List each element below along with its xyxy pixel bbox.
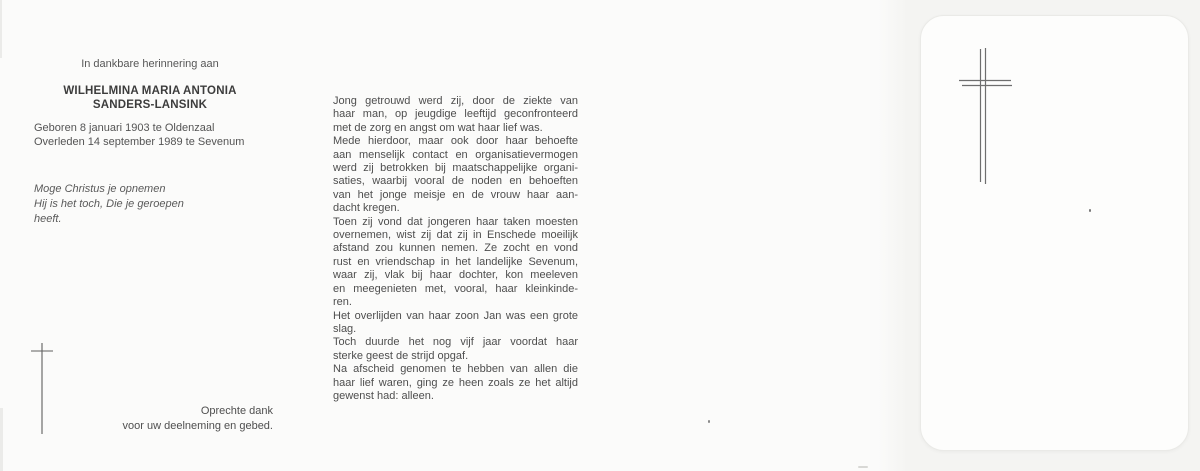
- deceased-name-line2: SANDERS-LANSINK: [92, 99, 208, 111]
- text-line: haar man, op jeugdige leeftijd geconfronteerd: [333, 108, 578, 121]
- text-line: dacht kregen.: [333, 202, 400, 215]
- text-line: haar lief waren, ging ze heen zoals ze het altijd: [333, 376, 578, 389]
- biography-paragraph: [333, 310, 578, 337]
- text-line: gewenst had: alleen.: [333, 389, 434, 402]
- scan-speck: [708, 420, 710, 423]
- thanks-block: [30, 404, 273, 433]
- text-line: afstand zou kunnen nemen. Ze zocht en vond: [333, 242, 578, 255]
- text-line: Mede hierdoor, maar ook door haar behoefte: [333, 135, 578, 148]
- text-line: Het overlijden van haar zoon Jan was een grote: [333, 309, 578, 322]
- double-latin-cross-icon: [953, 43, 1017, 188]
- text-line: werd zij betrokken bij maatschappelijke organi-: [333, 162, 578, 175]
- death-line: Overleden 14 september 1989 te Sevenum: [34, 135, 245, 148]
- text-line: rust en vriendschap in het landelijke Sevenum,: [333, 255, 578, 268]
- text-line: en meegenieten met, vooral, haar kleinkinde-: [333, 282, 578, 295]
- text-line: waar zij, vlak bij haar dochter, kon meeleven: [333, 269, 578, 282]
- deceased-name-line1: WILHELMINA MARIA ANTONIA: [63, 85, 237, 97]
- text-line: slag.: [333, 322, 357, 335]
- text-line: van het jonge meisje en de vrouw haar aan-: [333, 188, 578, 201]
- scan-edge-artifact: [0, 0, 2, 58]
- scan-speck: [1089, 209, 1091, 212]
- text-line: Hij is het toch, Die je geroepen: [34, 197, 184, 210]
- text-line: heeft.: [34, 212, 62, 225]
- biography-paragraph: [333, 95, 578, 135]
- deceased-name: [18, 84, 282, 112]
- text-line: sterke geest de strijd opgaf.: [333, 349, 469, 362]
- scan-edge-artifact: [0, 408, 3, 471]
- card-back-panel: [920, 15, 1189, 451]
- biography-paragraph: [333, 336, 578, 363]
- thanks-line1: Oprechte dank: [200, 405, 273, 417]
- thanks-line2: voor uw deelneming en gebed.: [122, 419, 273, 432]
- text-line: Na afscheid genomen te hebben van allen die: [333, 363, 578, 376]
- birth-line: Geboren 8 januari 1903 te Oldenzaal: [34, 122, 215, 134]
- intro-text: In dankbare herinnering aan: [81, 58, 219, 70]
- text-line: Jong getrouwd werd zij, door de ziekte van: [333, 95, 578, 107]
- text-line: saties, waarbij vooral de noden en behoeften: [333, 175, 578, 188]
- biography-paragraph: [333, 363, 578, 403]
- text-line: met de zorg en angst om wat haar lief was.: [333, 121, 543, 134]
- text-line: Moge Christus je opnemen: [34, 183, 166, 195]
- text-line: aan menselijk contact en organisatievermogen: [333, 148, 578, 161]
- text-line: overnemen, wist zij dat zij in Enschede moeilijk: [333, 229, 578, 242]
- life-dates: [34, 122, 244, 149]
- prayer-quote: [34, 182, 184, 226]
- text-line: Toen zij vond dat jongeren haar taken moesten: [333, 215, 578, 228]
- scan-speck: [858, 466, 868, 468]
- text-line: Toch duurde het nog vijf jaar voordat haar: [333, 336, 578, 349]
- text-line: ren.: [333, 296, 352, 309]
- biography-text: [333, 95, 578, 403]
- biography-paragraph: [333, 135, 578, 215]
- biography-paragraph: [333, 216, 578, 310]
